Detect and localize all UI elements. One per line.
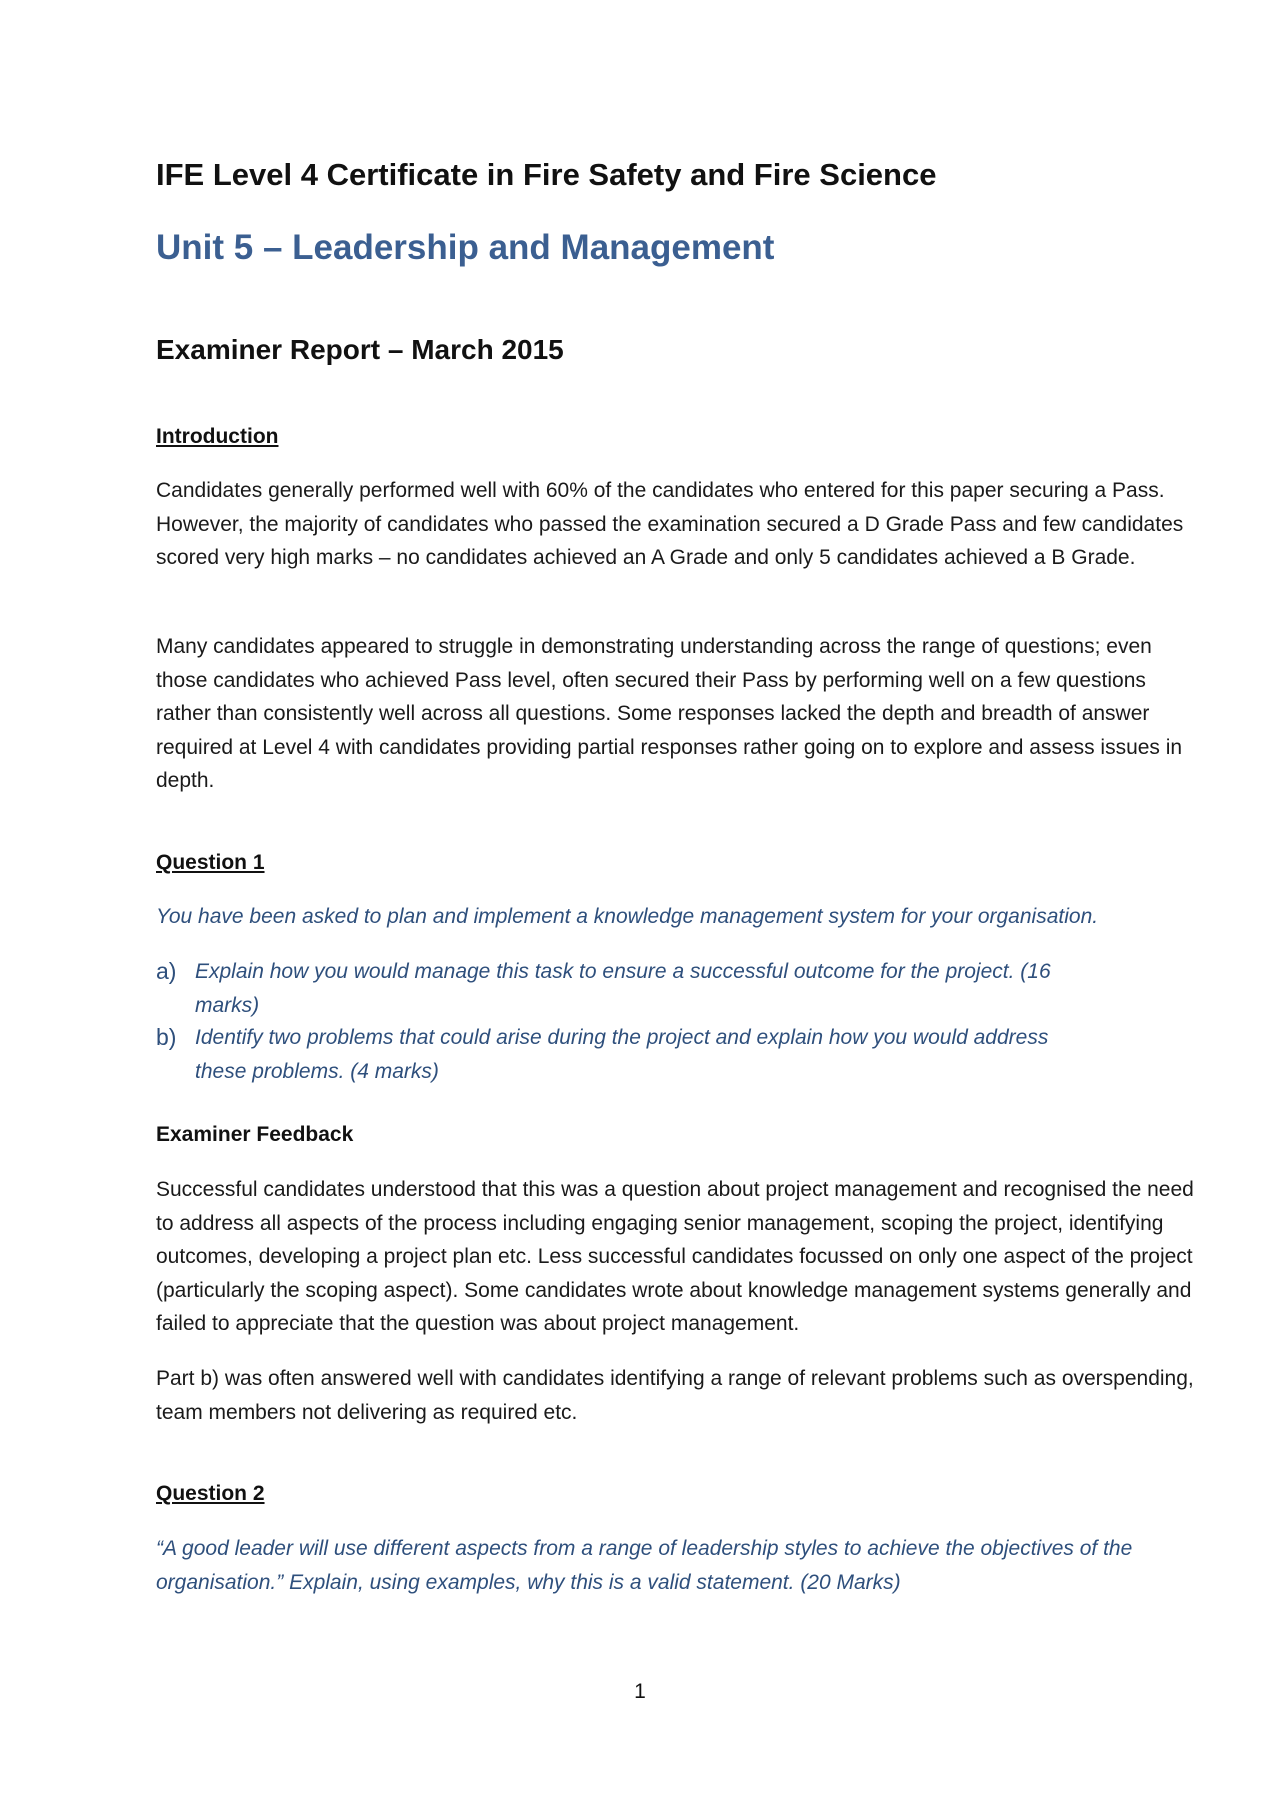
part-b-marker: b) — [156, 1024, 177, 1050]
question-1-heading: Question 1 — [156, 851, 265, 874]
question-1-part-b — [156, 1021, 1156, 1091]
report-title: Examiner Report – March 2015 — [156, 334, 564, 365]
introduction-heading: Introduction — [156, 425, 279, 448]
question-2-prompt: “A good leader will use different aspects from a range of leadership styles to achieve the objectives of the organisation.” Explain, using examples, why this is a valid statement. (20 Marks) — [156, 1537, 1133, 1594]
part-b-text: Identify two problems that could arise during the project and explain how you would address these problems. (4 marks) — [195, 1026, 1049, 1083]
question-1-prompt: You have been asked to plan and implement a knowledge management system for your organisation. — [156, 905, 1099, 928]
introduction-paragraph-2: Many candidates appeared to struggle in demonstrating understanding across the range of questions; even those candidates who achieved Pass level, often secured their Pass by performing well on a few questions rather than consistently well across all questions. Some responses lacked the depth and breadth of answer required at Level 4 with candidates providing partial responses rather going on to explore and assess issues in depth. — [156, 635, 1183, 792]
part-a-marker: a) — [156, 958, 177, 984]
document-title: IFE Level 4 Certificate in Fire Safety and Fire Science — [156, 157, 937, 192]
unit-title: Unit 5 – Leadership and Management — [156, 228, 775, 267]
question-2-heading: Question 2 — [156, 1482, 265, 1505]
feedback-paragraph-2: Part b) was often answered well with candidates identifying a range of relevant problems such as overspending, team members not delivering as required etc. — [156, 1367, 1194, 1424]
feedback-paragraph-1: Successful candidates understood that this was a question about project management and recognised the need to address all aspects of the process including engaging senior management, scoping the project, identifying outcomes, developing a project plan etc. Less successful candidates focussed on only one aspect of the project (particularly the scoping aspect). Some candidates wrote about knowledge management systems generally and failed to appreciate that the question was about project management. — [156, 1178, 1194, 1335]
page-number: 1 — [634, 1680, 646, 1703]
part-a-text: Explain how you would manage this task to ensure a successful outcome for the project. (16 marks) — [195, 960, 1051, 1017]
introduction-paragraph-1: Candidates generally performed well with 60% of the candidates who entered for this paper securing a Pass. However, the majority of candidates who passed the examination secured a D Grade Pass and few candidates scored very high marks – no candidates achieved an A Grade and only 5 candidates achieved a B Grade. — [156, 479, 1184, 569]
examiner-feedback-heading: Examiner Feedback — [156, 1123, 354, 1146]
question-1-part-a — [156, 955, 1156, 1025]
